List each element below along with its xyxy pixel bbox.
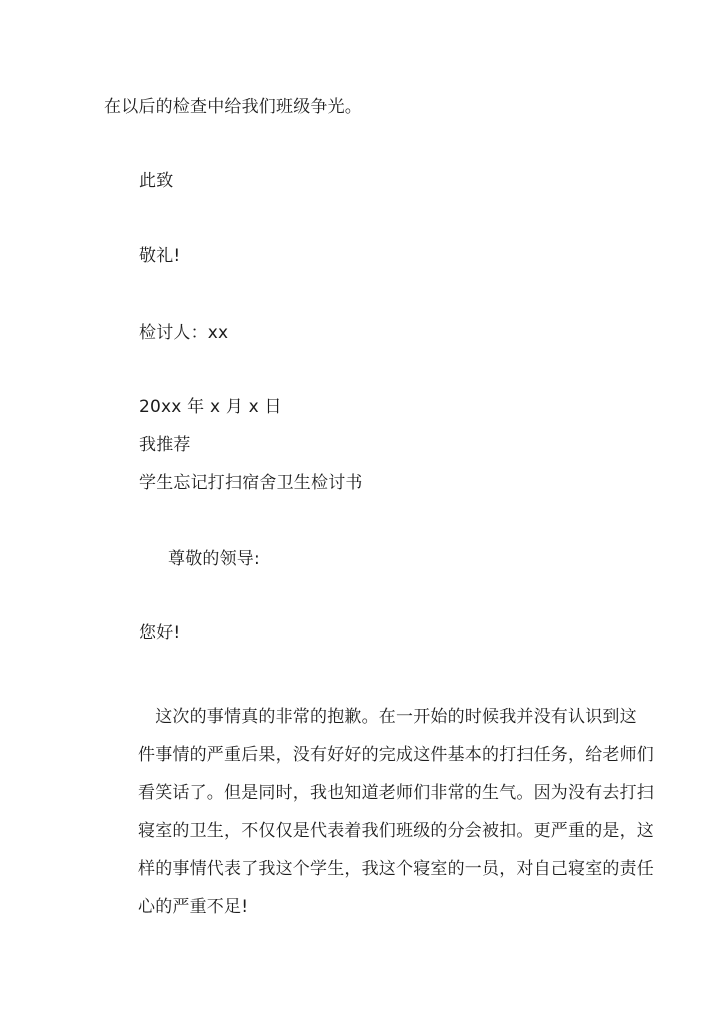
paragraph-line: 心的严重不足!: [138, 897, 249, 917]
paragraph-line: 样的事情代表了我这个学生，我这个寝室的一员，对自己寝室的责任: [138, 859, 654, 879]
salute-phrase: 敬礼!: [139, 246, 181, 266]
closing-phrase: 此致: [139, 171, 174, 191]
letter-paragraph: [138, 698, 654, 926]
letter-salutation: 尊敬的领导:: [168, 549, 260, 569]
letter-greeting: 您好!: [139, 623, 181, 643]
closing-tail-sentence: 在以后的检查中给我们班级争光。: [104, 97, 362, 117]
recommended-article-title: 学生忘记打扫宿舍卫生检讨书: [139, 473, 363, 493]
recommendation-label: 我推荐: [139, 435, 191, 455]
paragraph-line: 寝室的卫生，不仅仅是代表着我们班级的分会被扣。更严重的是，这: [138, 821, 654, 841]
date-line: 20xx 年 x 月 x 日: [139, 397, 282, 417]
paragraph-line: 件事情的严重后果，没有好好的完成这件基本的打扫任务，给老师们: [138, 745, 654, 765]
paragraph-line: 这次的事情真的非常的抱歉。在一开始的时候我并没有认识到这: [138, 707, 637, 727]
paragraph-line: 看笑话了。但是同时，我也知道老师们非常的生气。因为没有去打扫: [138, 783, 654, 803]
signer-line: 检讨人：xx: [139, 323, 229, 343]
